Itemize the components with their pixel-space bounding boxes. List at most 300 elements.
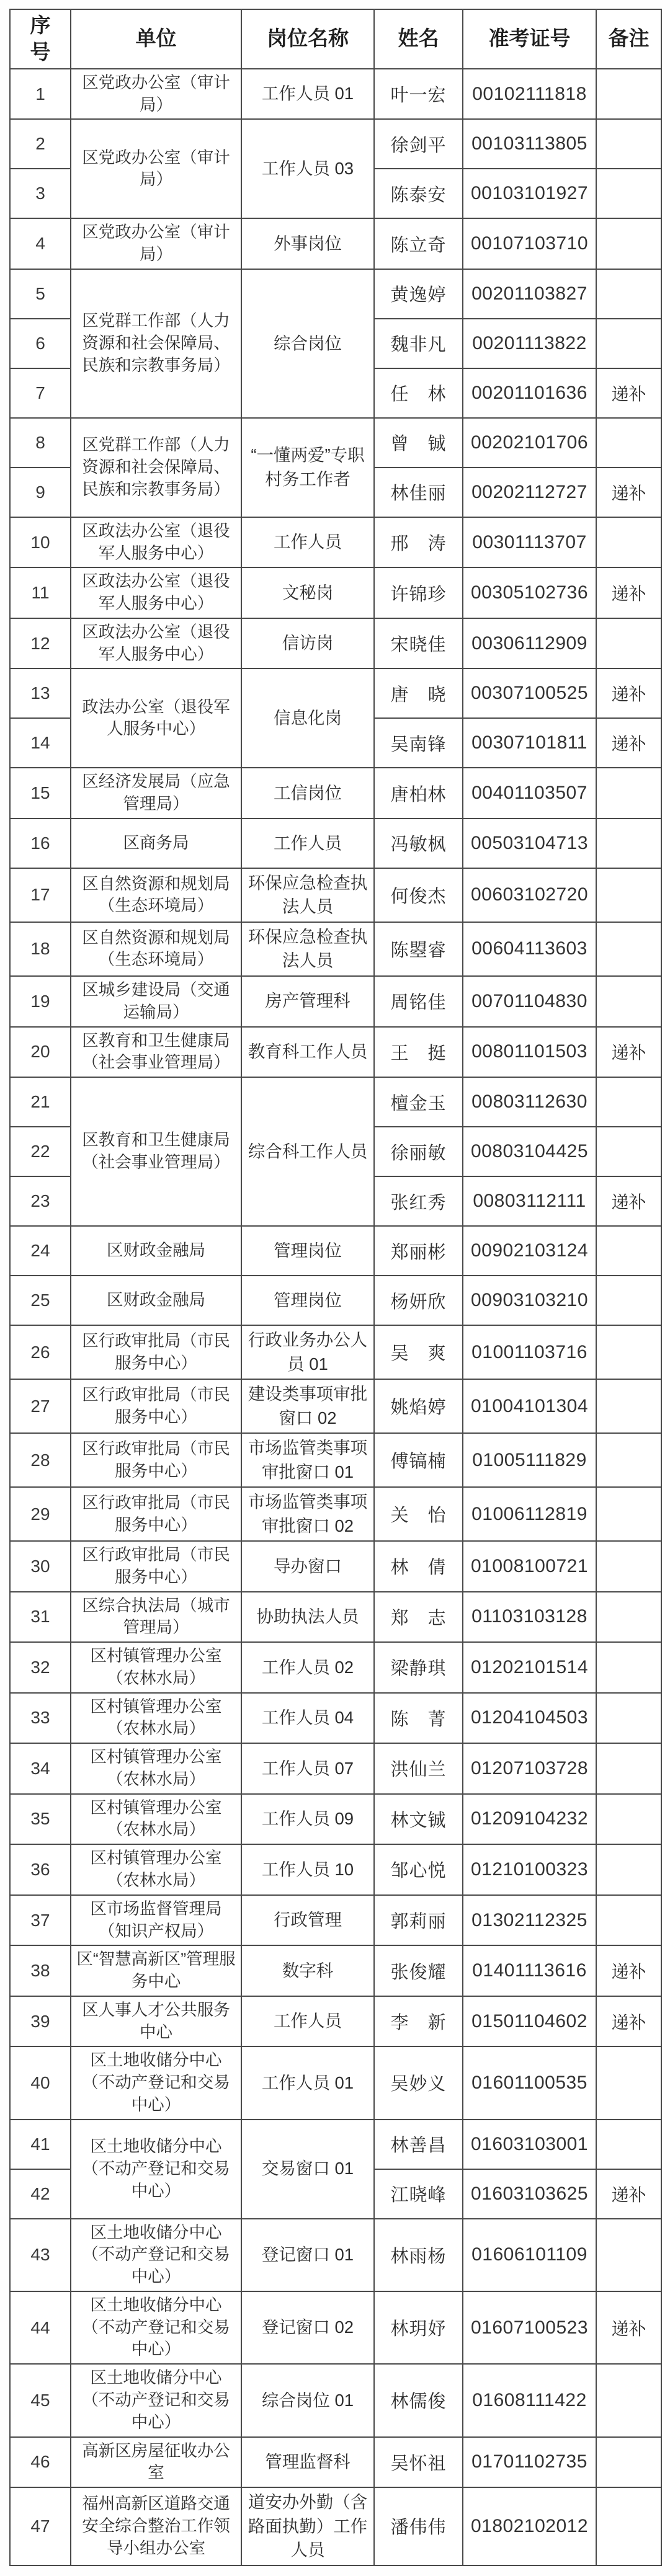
column-header-unit: 单位 xyxy=(71,9,241,69)
cell-index: 2 xyxy=(10,119,71,169)
cell-note xyxy=(596,319,661,368)
cell-index: 31 xyxy=(10,1592,71,1643)
table-row xyxy=(10,2487,661,2565)
cell-unit: 区自然资源和规划局（生态环境局） xyxy=(71,922,241,976)
cell-admission-no: 01001103716 xyxy=(463,1325,596,1379)
cell-unit: 区城乡建设局（交通运输局） xyxy=(71,976,241,1027)
cell-name: 邢 涛 xyxy=(374,517,463,568)
cell-admission-no: 00201103827 xyxy=(463,269,596,319)
cell-position: 文秘岗 xyxy=(241,567,374,618)
cell-position: 工作人员 03 xyxy=(241,119,374,218)
cell-note xyxy=(596,269,661,319)
exam-results-table xyxy=(9,9,662,2566)
table-row xyxy=(10,1592,661,1643)
cell-unit: 区人事人才公共服务中心 xyxy=(71,1996,241,2047)
table-row xyxy=(10,1794,661,1845)
table-row xyxy=(10,269,661,319)
cell-unit: 区村镇管理办公室（农林水局） xyxy=(71,1794,241,1845)
cell-admission-no: 00102111818 xyxy=(463,69,596,120)
table-row xyxy=(10,976,661,1027)
cell-index: 5 xyxy=(10,269,71,319)
cell-unit: 区村镇管理办公室（农林水局） xyxy=(71,1743,241,1794)
table-row xyxy=(10,1642,661,1693)
cell-unit: 高新区房屋征收办公室 xyxy=(71,2437,241,2488)
cell-index: 30 xyxy=(10,1541,71,1592)
cell-unit: 区经济发展局（应急管理局） xyxy=(71,768,241,819)
cell-unit: 区自然资源和规划局（生态环境局） xyxy=(71,868,241,922)
cell-position: 工信岗位 xyxy=(241,768,374,819)
table-row xyxy=(10,922,661,976)
cell-admission-no: 01210100323 xyxy=(463,1844,596,1895)
cell-position: 市场监管类事项审批窗口 02 xyxy=(241,1487,374,1541)
cell-unit: 区土地收储分中心（不动产登记和交易中心） xyxy=(71,2046,241,2119)
cell-name: 檀金玉 xyxy=(374,1077,463,1127)
cell-unit: 区村镇管理办公室（农林水局） xyxy=(71,1693,241,1744)
cell-unit: 区村镇管理办公室（农林水局） xyxy=(71,1844,241,1895)
table-row xyxy=(10,517,661,568)
cell-admission-no: 01601100535 xyxy=(463,2046,596,2119)
cell-admission-no: 01608111422 xyxy=(463,2364,596,2436)
cell-name: 陈泰安 xyxy=(374,169,463,218)
cell-index: 4 xyxy=(10,218,71,269)
column-header-position: 岗位名称 xyxy=(241,9,374,69)
cell-position: 环保应急检查执法人员 xyxy=(241,868,374,922)
cell-unit: 区村镇管理办公室（农林水局） xyxy=(71,1642,241,1693)
cell-note xyxy=(596,2120,661,2169)
cell-note xyxy=(596,1895,661,1946)
cell-index: 27 xyxy=(10,1379,71,1433)
cell-admission-no: 01204104503 xyxy=(463,1693,596,1744)
cell-position: 外事岗位 xyxy=(241,218,374,269)
table-row xyxy=(10,1693,661,1744)
table-row xyxy=(10,119,661,169)
table-row xyxy=(10,567,661,618)
cell-name: 潘伟伟 xyxy=(374,2487,463,2565)
cell-admission-no: 00803112111 xyxy=(463,1176,596,1226)
cell-note xyxy=(596,1325,661,1379)
table-row xyxy=(10,1276,661,1325)
table-row xyxy=(10,2364,661,2436)
cell-position: “一懂两爱”专职村务工作者 xyxy=(241,418,374,517)
cell-unit: 区行政审批局（市民服务中心） xyxy=(71,1433,241,1487)
cell-unit: 区行政审批局（市民服务中心） xyxy=(71,1325,241,1379)
cell-unit: 区商务局 xyxy=(71,819,241,868)
cell-unit: 区市场监督管理局（知识产权局） xyxy=(71,1895,241,1946)
table-row xyxy=(10,1226,661,1276)
cell-index: 6 xyxy=(10,319,71,368)
cell-position: 工作人员 10 xyxy=(241,1844,374,1895)
cell-position: 综合科工作人员 xyxy=(241,1077,374,1226)
cell-name: 邹心悦 xyxy=(374,1844,463,1895)
cell-admission-no: 00107103710 xyxy=(463,218,596,269)
cell-name: 林佳丽 xyxy=(374,468,463,517)
cell-position: 行政业务办公人员 01 xyxy=(241,1325,374,1379)
cell-position: 登记窗口 02 xyxy=(241,2291,374,2364)
cell-index: 44 xyxy=(10,2291,71,2364)
table-row xyxy=(10,2219,661,2291)
cell-note xyxy=(596,517,661,568)
cell-note xyxy=(596,2364,661,2436)
cell-admission-no: 00903103210 xyxy=(463,1276,596,1325)
table-row xyxy=(10,768,661,819)
cell-position: 导办窗口 xyxy=(241,1541,374,1592)
cell-name: 吴 爽 xyxy=(374,1325,463,1379)
cell-name: 许锦珍 xyxy=(374,567,463,618)
cell-unit: 区综合执法局（城市管理局） xyxy=(71,1592,241,1643)
table-row xyxy=(10,1379,661,1433)
cell-admission-no: 01209104232 xyxy=(463,1794,596,1845)
cell-name: 陈 菁 xyxy=(374,1693,463,1744)
cell-index: 24 xyxy=(10,1226,71,1276)
cell-name: 张俊耀 xyxy=(374,1945,463,1996)
cell-note xyxy=(596,1487,661,1541)
cell-admission-no: 00801101503 xyxy=(463,1027,596,1078)
cell-note xyxy=(596,218,661,269)
cell-index: 46 xyxy=(10,2437,71,2488)
cell-position: 管理岗位 xyxy=(241,1276,374,1325)
cell-name: 洪仙兰 xyxy=(374,1743,463,1794)
cell-index: 33 xyxy=(10,1693,71,1744)
cell-position: 行政管理 xyxy=(241,1895,374,1946)
cell-position: 工作人员 xyxy=(241,517,374,568)
cell-index: 11 xyxy=(10,567,71,618)
cell-name: 林玥妤 xyxy=(374,2291,463,2364)
cell-note: 递补 xyxy=(596,368,661,418)
cell-note xyxy=(596,1276,661,1325)
table-row xyxy=(10,2437,661,2488)
cell-name: 张红秀 xyxy=(374,1176,463,1226)
cell-index: 26 xyxy=(10,1325,71,1379)
cell-index: 45 xyxy=(10,2364,71,2436)
cell-position: 工作人员 02 xyxy=(241,1642,374,1693)
cell-index: 16 xyxy=(10,819,71,868)
cell-index: 39 xyxy=(10,1996,71,2047)
cell-admission-no: 00603102720 xyxy=(463,868,596,922)
cell-admission-no: 00803112630 xyxy=(463,1077,596,1127)
cell-admission-no: 01202101514 xyxy=(463,1642,596,1693)
cell-position: 数字科 xyxy=(241,1945,374,1996)
cell-name: 林儒俊 xyxy=(374,2364,463,2436)
cell-index: 21 xyxy=(10,1077,71,1127)
cell-admission-no: 00202112727 xyxy=(463,468,596,517)
cell-unit: 区财政金融局 xyxy=(71,1226,241,1276)
cell-note xyxy=(596,1844,661,1895)
cell-unit: 区党政办公室（审计局） xyxy=(71,119,241,218)
cell-unit: 区行政审批局（市民服务中心） xyxy=(71,1487,241,1541)
cell-note: 递补 xyxy=(596,567,661,618)
cell-index: 36 xyxy=(10,1844,71,1895)
cell-admission-no: 01103103128 xyxy=(463,1592,596,1643)
cell-position: 道安办外勤（含路面执勤）工作人员 xyxy=(241,2487,374,2565)
cell-index: 25 xyxy=(10,1276,71,1325)
cell-position: 教育科工作人员 xyxy=(241,1027,374,1078)
cell-note xyxy=(596,1541,661,1592)
cell-index: 29 xyxy=(10,1487,71,1541)
cell-index: 23 xyxy=(10,1176,71,1226)
cell-name: 何俊杰 xyxy=(374,868,463,922)
cell-admission-no: 00307100525 xyxy=(463,668,596,718)
cell-index: 20 xyxy=(10,1027,71,1078)
cell-note xyxy=(596,2046,661,2119)
cell-name: 吴妙义 xyxy=(374,2046,463,2119)
cell-admission-no: 01603103001 xyxy=(463,2120,596,2169)
cell-position: 市场监管类事项审批窗口 01 xyxy=(241,1433,374,1487)
cell-admission-no: 01802102012 xyxy=(463,2487,596,2565)
cell-name: 王 挺 xyxy=(374,1027,463,1078)
cell-name: 宋晓佳 xyxy=(374,618,463,669)
cell-position: 环保应急检查执法人员 xyxy=(241,922,374,976)
cell-admission-no: 00401103507 xyxy=(463,768,596,819)
cell-name: 林 倩 xyxy=(374,1541,463,1592)
cell-note: 递补 xyxy=(596,468,661,517)
cell-position: 工作人员 09 xyxy=(241,1794,374,1845)
cell-index: 15 xyxy=(10,768,71,819)
cell-name: 徐剑平 xyxy=(374,119,463,169)
cell-name: 任 林 xyxy=(374,368,463,418)
cell-note xyxy=(596,1693,661,1744)
cell-index: 17 xyxy=(10,868,71,922)
cell-admission-no: 01004101304 xyxy=(463,1379,596,1433)
cell-note xyxy=(596,868,661,922)
cell-note: 递补 xyxy=(596,718,661,768)
cell-name: 魏非凡 xyxy=(374,319,463,368)
cell-position: 综合岗位 01 xyxy=(241,2364,374,2436)
cell-unit: 福州高新区道路交通安全综合整治工作领导小组办公室 xyxy=(71,2487,241,2565)
cell-admission-no: 00307101811 xyxy=(463,718,596,768)
cell-note xyxy=(596,2219,661,2291)
cell-note xyxy=(596,2487,661,2565)
cell-note xyxy=(596,922,661,976)
cell-admission-no: 01006112819 xyxy=(463,1487,596,1541)
table-row xyxy=(10,1487,661,1541)
cell-admission-no: 01603103625 xyxy=(463,2169,596,2219)
cell-name: 叶一宏 xyxy=(374,69,463,120)
cell-unit: 区财政金融局 xyxy=(71,1276,241,1325)
cell-index: 3 xyxy=(10,169,71,218)
cell-admission-no: 01501104602 xyxy=(463,1996,596,2047)
cell-name: 周铭佳 xyxy=(374,976,463,1027)
cell-unit: 区土地收储分中心（不动产登记和交易中心） xyxy=(71,2291,241,2364)
cell-name: 傅镐楠 xyxy=(374,1433,463,1487)
cell-index: 7 xyxy=(10,368,71,418)
cell-note xyxy=(596,618,661,669)
cell-index: 14 xyxy=(10,718,71,768)
cell-unit: 区党群工作部（人力资源和社会保障局、民族和宗教事务局） xyxy=(71,418,241,517)
cell-admission-no: 00902103124 xyxy=(463,1226,596,1276)
cell-note xyxy=(596,976,661,1027)
cell-admission-no: 00305102736 xyxy=(463,567,596,618)
cell-note: 递补 xyxy=(596,1027,661,1078)
cell-index: 43 xyxy=(10,2219,71,2291)
cell-note: 递补 xyxy=(596,1945,661,1996)
cell-unit: 区政法办公室（退役军人服务中心） xyxy=(71,618,241,669)
cell-position: 房产管理科 xyxy=(241,976,374,1027)
table-body xyxy=(10,69,661,2565)
cell-note: 递补 xyxy=(596,668,661,718)
cell-name: 林文铖 xyxy=(374,1794,463,1845)
cell-unit: 区土地收储分中心（不动产登记和交易中心） xyxy=(71,2219,241,2291)
cell-unit: 区“智慧高新区”管理服务中心 xyxy=(71,1945,241,1996)
cell-name: 郑 志 xyxy=(374,1592,463,1643)
cell-position: 信息化岗 xyxy=(241,668,374,768)
cell-admission-no: 00301113707 xyxy=(463,517,596,568)
table-row xyxy=(10,1743,661,1794)
cell-index: 12 xyxy=(10,618,71,669)
cell-position: 工作人员 07 xyxy=(241,1743,374,1794)
cell-position: 管理岗位 xyxy=(241,1226,374,1276)
cell-note xyxy=(596,768,661,819)
cell-index: 42 xyxy=(10,2169,71,2219)
table-row xyxy=(10,2120,661,2169)
cell-admission-no: 01606101109 xyxy=(463,2219,596,2291)
table-row xyxy=(10,218,661,269)
cell-position: 综合岗位 xyxy=(241,269,374,418)
cell-index: 28 xyxy=(10,1433,71,1487)
cell-index: 38 xyxy=(10,1945,71,1996)
column-header-note: 备注 xyxy=(596,9,661,69)
cell-unit: 区教育和卫生健康局（社会事业管理局） xyxy=(71,1077,241,1226)
cell-unit: 区教育和卫生健康局（社会事业管理局） xyxy=(71,1027,241,1078)
cell-name: 姚焰婷 xyxy=(374,1379,463,1433)
cell-position: 工作人员 01 xyxy=(241,69,374,120)
cell-note xyxy=(596,418,661,468)
cell-position: 工作人员 xyxy=(241,1996,374,2047)
cell-position: 工作人员 xyxy=(241,819,374,868)
cell-admission-no: 00201113822 xyxy=(463,319,596,368)
cell-name: 唐柏林 xyxy=(374,768,463,819)
cell-name: 郭莉丽 xyxy=(374,1895,463,1946)
table-row xyxy=(10,69,661,120)
cell-admission-no: 00201101636 xyxy=(463,368,596,418)
cell-note: 递补 xyxy=(596,1996,661,2047)
cell-note xyxy=(596,1794,661,1845)
cell-unit: 区行政审批局（市民服务中心） xyxy=(71,1541,241,1592)
cell-index: 19 xyxy=(10,976,71,1027)
table-row xyxy=(10,1077,661,1127)
cell-name: 郑丽彬 xyxy=(374,1226,463,1276)
cell-name: 江晓峰 xyxy=(374,2169,463,2219)
cell-unit: 区政法办公室（退役军人服务中心） xyxy=(71,517,241,568)
cell-admission-no: 01401113616 xyxy=(463,1945,596,1996)
cell-admission-no: 01302112325 xyxy=(463,1895,596,1946)
cell-index: 22 xyxy=(10,1127,71,1176)
cell-index: 1 xyxy=(10,69,71,120)
table-row xyxy=(10,1996,661,2047)
cell-note xyxy=(596,2437,661,2488)
cell-admission-no: 00701104830 xyxy=(463,976,596,1027)
cell-name: 唐 晓 xyxy=(374,668,463,718)
cell-name: 梁静琪 xyxy=(374,1642,463,1693)
table-row xyxy=(10,1895,661,1946)
cell-note xyxy=(596,1379,661,1433)
cell-index: 9 xyxy=(10,468,71,517)
cell-position: 登记窗口 01 xyxy=(241,2219,374,2291)
cell-position: 协助执法人员 xyxy=(241,1592,374,1643)
cell-index: 10 xyxy=(10,517,71,568)
column-header-index: 序号 xyxy=(10,9,71,69)
cell-admission-no: 00202101706 xyxy=(463,418,596,468)
cell-admission-no: 00604113603 xyxy=(463,922,596,976)
cell-position: 管理监督科 xyxy=(241,2437,374,2488)
cell-name: 徐丽敏 xyxy=(374,1127,463,1176)
table-row xyxy=(10,1325,661,1379)
cell-position: 工作人员 04 xyxy=(241,1693,374,1744)
cell-name: 关 怡 xyxy=(374,1487,463,1541)
cell-position: 交易窗口 01 xyxy=(241,2120,374,2219)
cell-index: 18 xyxy=(10,922,71,976)
cell-index: 32 xyxy=(10,1642,71,1693)
cell-name: 陈立奇 xyxy=(374,218,463,269)
cell-name: 林雨杨 xyxy=(374,2219,463,2291)
cell-unit: 区党群工作部（人力资源和社会保障局、民族和宗教事务局） xyxy=(71,269,241,418)
table-row xyxy=(10,819,661,868)
cell-note: 递补 xyxy=(596,1176,661,1226)
table-row xyxy=(10,1027,661,1078)
cell-index: 41 xyxy=(10,2120,71,2169)
cell-note: 递补 xyxy=(596,2169,661,2219)
cell-unit: 区土地收储分中心（不动产登记和交易中心） xyxy=(71,2364,241,2436)
cell-name: 李 新 xyxy=(374,1996,463,2047)
cell-note xyxy=(596,1077,661,1127)
table-row xyxy=(10,668,661,718)
cell-note xyxy=(596,1743,661,1794)
cell-admission-no: 01701102735 xyxy=(463,2437,596,2488)
table-row xyxy=(10,1541,661,1592)
table-row xyxy=(10,618,661,669)
cell-index: 40 xyxy=(10,2046,71,2119)
column-header-admission-no: 准考证号 xyxy=(463,9,596,69)
cell-note xyxy=(596,1433,661,1487)
cell-note xyxy=(596,69,661,120)
cell-note xyxy=(596,1127,661,1176)
cell-name: 吴南锋 xyxy=(374,718,463,768)
cell-index: 37 xyxy=(10,1895,71,1946)
cell-unit: 区行政审批局（市民服务中心） xyxy=(71,1379,241,1433)
cell-unit: 区土地收储分中心（不动产登记和交易中心） xyxy=(71,2120,241,2219)
table-header xyxy=(10,9,661,69)
cell-admission-no: 00306112909 xyxy=(463,618,596,669)
cell-name: 曾 铖 xyxy=(374,418,463,468)
cell-index: 35 xyxy=(10,1794,71,1845)
cell-admission-no: 01207103728 xyxy=(463,1743,596,1794)
cell-note xyxy=(596,119,661,169)
cell-admission-no: 01008100721 xyxy=(463,1541,596,1592)
cell-note xyxy=(596,1642,661,1693)
cell-note xyxy=(596,1592,661,1643)
table-row xyxy=(10,2046,661,2119)
cell-note xyxy=(596,819,661,868)
cell-position: 信访岗 xyxy=(241,618,374,669)
cell-admission-no: 00803104425 xyxy=(463,1127,596,1176)
cell-position: 工作人员 01 xyxy=(241,2046,374,2119)
cell-note xyxy=(596,169,661,218)
cell-admission-no: 00103113805 xyxy=(463,119,596,169)
cell-position: 建设类事项审批窗口 02 xyxy=(241,1379,374,1433)
cell-index: 47 xyxy=(10,2487,71,2565)
header-row xyxy=(10,9,661,69)
cell-note: 递补 xyxy=(596,2291,661,2364)
cell-name: 黄逸婷 xyxy=(374,269,463,319)
cell-note xyxy=(596,1226,661,1276)
cell-name: 林善昌 xyxy=(374,2120,463,2169)
cell-name: 冯敏枫 xyxy=(374,819,463,868)
table-row xyxy=(10,868,661,922)
cell-admission-no: 01005111829 xyxy=(463,1433,596,1487)
table-row xyxy=(10,418,661,468)
cell-name: 杨妍欣 xyxy=(374,1276,463,1325)
table-row xyxy=(10,2291,661,2364)
cell-unit: 政法办公室（退役军人服务中心） xyxy=(71,668,241,768)
